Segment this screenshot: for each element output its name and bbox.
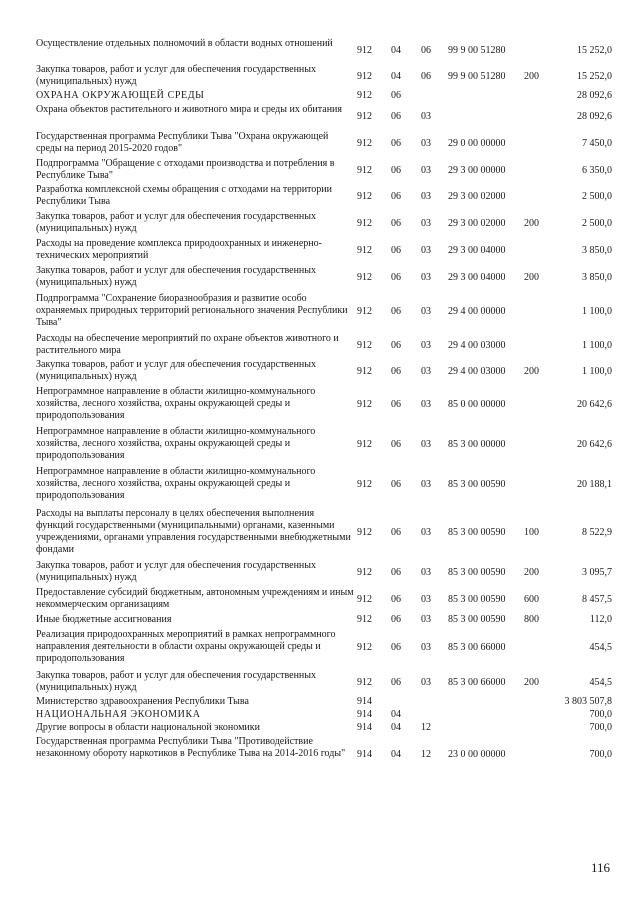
ministry-code: 914 [357,709,372,720]
table-row [0,629,640,670]
subsection-code: 03 [421,594,431,605]
ministry-code: 912 [357,527,372,538]
section-code: 06 [391,399,401,410]
section-code: 04 [391,709,401,720]
target-article-code: 29 4 00 03000 [448,366,506,377]
target-article-code: 85 3 00 00590 [448,567,506,578]
target-article-code: 29 3 00 02000 [448,191,506,202]
section-code: 04 [391,45,401,56]
ministry-code: 914 [357,696,372,707]
amount: 3 803 507,8 [564,696,612,707]
row-name: Непрограммное направление в области жилищно-коммунального хозяйства, лесного хозяйства, охраны окружающей среды и природопользования [36,426,316,461]
row-name: Предоставление субсидий бюджетным, автономным учреждениям и иным некоммерческим организациям [36,587,354,610]
table-row [0,131,640,158]
table-row [0,104,640,131]
row-name: Непрограммное направление в области жилищно-коммунального хозяйства, лесного хозяйства, охраны окружающей среды и природопользования [36,386,316,421]
amount: 112,0 [589,614,612,625]
target-article-code: 99 9 00 51280 [448,45,506,56]
ministry-code: 912 [357,439,372,450]
section-code: 06 [391,642,401,653]
subsection-code: 03 [421,567,431,578]
table-row [0,508,640,560]
amount: 454,5 [589,642,612,653]
ministry-code: 912 [357,71,372,82]
row-name: Закупка товаров, работ и услуг для обеспечения государственных (муниципальных) нужд [36,560,317,583]
row-name: Министерство здравоохранения Республики Тыва [36,696,249,707]
subsection-code: 03 [421,642,431,653]
subsection-code: 03 [421,527,431,538]
table-row [0,614,640,629]
table-row [0,426,640,466]
ministry-code: 912 [357,594,372,605]
expense-type-code: 200 [524,567,539,578]
target-article-code: 85 3 00 00590 [448,479,506,490]
target-article-code: 99 9 00 51280 [448,71,506,82]
row-name: Закупка товаров, работ и услуг для обеспечения государственных (муниципальных) нужд [36,359,317,382]
budget-table [0,38,640,776]
expense-type-code: 200 [524,272,539,283]
ministry-code: 912 [357,165,372,176]
subsection-code: 03 [421,191,431,202]
ministry-code: 912 [357,272,372,283]
target-article-code: 29 3 00 04000 [448,272,506,283]
row-name: Закупка товаров, работ и услуг для обеспечения государственных (муниципальных) нужд [36,265,317,288]
amount: 20 188,1 [577,479,612,490]
ministry-code: 912 [357,306,372,317]
target-article-code: 85 3 00 66000 [448,642,506,653]
ministry-code: 912 [357,245,372,256]
section-code: 06 [391,138,401,149]
ministry-code: 912 [357,45,372,56]
table-row [0,466,640,508]
amount: 8 522,9 [582,527,612,538]
subsection-code: 03 [421,340,431,351]
ministry-code: 912 [357,366,372,377]
table-row [0,722,640,736]
section-code: 06 [391,111,401,122]
row-name: Охрана объектов растительного и животного мира и среды их обитания [36,104,343,115]
section-code: 04 [391,749,401,760]
target-article-code: 85 3 00 00000 [448,439,506,450]
row-name: Другие вопросы в области национальной экономики [36,722,260,733]
ministry-code: 912 [357,642,372,653]
row-name: Иные бюджетные ассигнования [36,614,172,625]
section-code: 04 [391,722,401,733]
ministry-code: 912 [357,340,372,351]
target-article-code: 29 0 00 00000 [448,138,506,149]
subsection-code: 06 [421,45,431,56]
expense-type-code: 200 [524,218,539,229]
subsection-code: 03 [421,614,431,625]
table-row [0,184,640,211]
row-name: Подпрограмма "Обращение с отходами производства и потребления в Республике Тыва" [36,158,335,181]
amount: 20 642,6 [577,399,612,410]
ministry-code: 912 [357,479,372,490]
table-row [0,587,640,614]
subsection-code: 03 [421,272,431,283]
amount: 8 457,5 [582,594,612,605]
subsection-code: 03 [421,245,431,256]
table-row [0,696,640,709]
ministry-code: 912 [357,111,372,122]
amount: 1 100,0 [582,306,612,317]
row-name: Расходы на проведение комплекса природоохранных и инженерно-технических мероприятий [36,238,322,261]
table-row [0,38,640,64]
amount: 15 252,0 [577,71,612,82]
amount: 2 500,0 [582,218,612,229]
subsection-code: 03 [421,366,431,377]
subsection-code: 12 [421,749,431,760]
row-name: НАЦИОНАЛЬНАЯ ЭКОНОМИКА [36,709,201,720]
subsection-code: 03 [421,677,431,688]
section-code: 06 [391,614,401,625]
table-row [0,709,640,722]
row-name: Государственная программа Республики Тыва "Противодействие незаконному обороту наркотиков в Республике Тыва на 2014-2016 годы" [36,736,346,759]
expense-type-code: 100 [524,527,539,538]
table-row [0,359,640,386]
row-name: Разработка комплексной схемы обращения с отходами на территории Республики Тыва [36,184,332,207]
table-row [0,333,640,359]
table-row [0,736,640,776]
ministry-code: 912 [357,218,372,229]
target-article-code: 23 0 00 00000 [448,749,506,760]
ministry-code: 912 [357,677,372,688]
ministry-code: 912 [357,567,372,578]
amount: 3 095,7 [582,567,612,578]
target-article-code: 29 3 00 02000 [448,218,506,229]
row-name: Подпрограмма "Сохранение биоразнообразия и развитие особо охраняемых природных территорий регионального значения Республики Тыва" [36,293,348,328]
target-article-code: 29 3 00 04000 [448,245,506,256]
amount: 1 100,0 [582,366,612,377]
subsection-code: 12 [421,722,431,733]
section-code: 06 [391,306,401,317]
subsection-code: 03 [421,138,431,149]
row-name: Расходы на обеспечение мероприятий по охране объектов животного и растительного мира [36,333,339,356]
amount: 15 252,0 [577,45,612,56]
ministry-code: 912 [357,138,372,149]
section-code: 06 [391,272,401,283]
section-code: 06 [391,439,401,450]
expense-type-code: 800 [524,614,539,625]
amount: 20 642,6 [577,439,612,450]
section-code: 06 [391,90,401,101]
amount: 1 100,0 [582,340,612,351]
amount: 700,0 [589,749,612,760]
expense-type-code: 200 [524,677,539,688]
section-code: 06 [391,479,401,490]
target-article-code: 29 3 00 00000 [448,165,506,176]
expense-type-code: 200 [524,366,539,377]
ministry-code: 912 [357,399,372,410]
amount: 700,0 [589,709,612,720]
table-row [0,238,640,265]
table-row [0,670,640,696]
row-name: Закупка товаров, работ и услуг для обеспечения государственных (муниципальных) нужд [36,211,317,234]
subsection-code: 06 [421,71,431,82]
ministry-code: 914 [357,722,372,733]
target-article-code: 29 4 00 00000 [448,306,506,317]
ministry-code: 912 [357,191,372,202]
row-name: Государственная программа Республики Тыва "Охрана окружающей среды на период 2015-2020 годов" [36,131,329,154]
subsection-code: 03 [421,306,431,317]
ministry-code: 912 [357,614,372,625]
amount: 3 850,0 [582,272,612,283]
subsection-code: 03 [421,479,431,490]
subsection-code: 03 [421,111,431,122]
subsection-code: 03 [421,399,431,410]
section-code: 06 [391,567,401,578]
expense-type-code: 600 [524,594,539,605]
section-code: 06 [391,366,401,377]
section-code: 06 [391,340,401,351]
table-row [0,265,640,293]
section-code: 06 [391,218,401,229]
section-code: 04 [391,71,401,82]
amount: 6 350,0 [582,165,612,176]
row-name: Расходы на выплаты персоналу в целях обеспечения выполнения функций государственными (муниципальными) органами, казенными учреждениями, органами управления государственными внебюджетными фондами [36,508,351,555]
amount: 700,0 [589,722,612,733]
subsection-code: 03 [421,439,431,450]
row-name: Непрограммное направление в области жилищно-коммунального хозяйства, лесного хозяйства, охраны окружающей среды и природопользования [36,466,316,501]
row-name: Осуществление отдельных полномочий в области водных отношений [36,38,333,49]
section-code: 06 [391,594,401,605]
target-article-code: 85 3 00 00590 [448,614,506,625]
row-name: Реализация природоохранных мероприятий в рамках непрограммного направления деятельности в области охраны окружающей среды и природопользования [36,629,336,664]
section-code: 06 [391,245,401,256]
target-article-code: 29 4 00 03000 [448,340,506,351]
section-code: 06 [391,527,401,538]
expense-type-code: 200 [524,71,539,82]
table-row [0,158,640,184]
subsection-code: 03 [421,218,431,229]
row-name: Закупка товаров, работ и услуг для обеспечения государственных (муниципальных) нужд [36,64,317,87]
target-article-code: 85 3 00 66000 [448,677,506,688]
table-row [0,90,640,104]
table-row [0,560,640,587]
table-row [0,211,640,238]
target-article-code: 85 3 00 00590 [448,527,506,538]
table-row [0,293,640,333]
section-code: 06 [391,191,401,202]
row-name: ОХРАНА ОКРУЖАЮЩЕЙ СРЕДЫ [36,90,205,101]
amount: 28 092,6 [577,111,612,122]
row-name: Закупка товаров, работ и услуг для обеспечения государственных (муниципальных) нужд [36,670,317,693]
ministry-code: 912 [357,90,372,101]
page-number: 116 [590,860,610,875]
amount: 454,5 [589,677,612,688]
subsection-code: 03 [421,165,431,176]
amount: 28 092,6 [577,90,612,101]
section-code: 06 [391,165,401,176]
target-article-code: 85 3 00 00590 [448,594,506,605]
table-row [0,64,640,90]
target-article-code: 85 0 00 00000 [448,399,506,410]
ministry-code: 914 [357,749,372,760]
amount: 7 450,0 [582,138,612,149]
section-code: 06 [391,677,401,688]
amount: 2 500,0 [582,191,612,202]
table-row [0,386,640,426]
amount: 3 850,0 [582,245,612,256]
